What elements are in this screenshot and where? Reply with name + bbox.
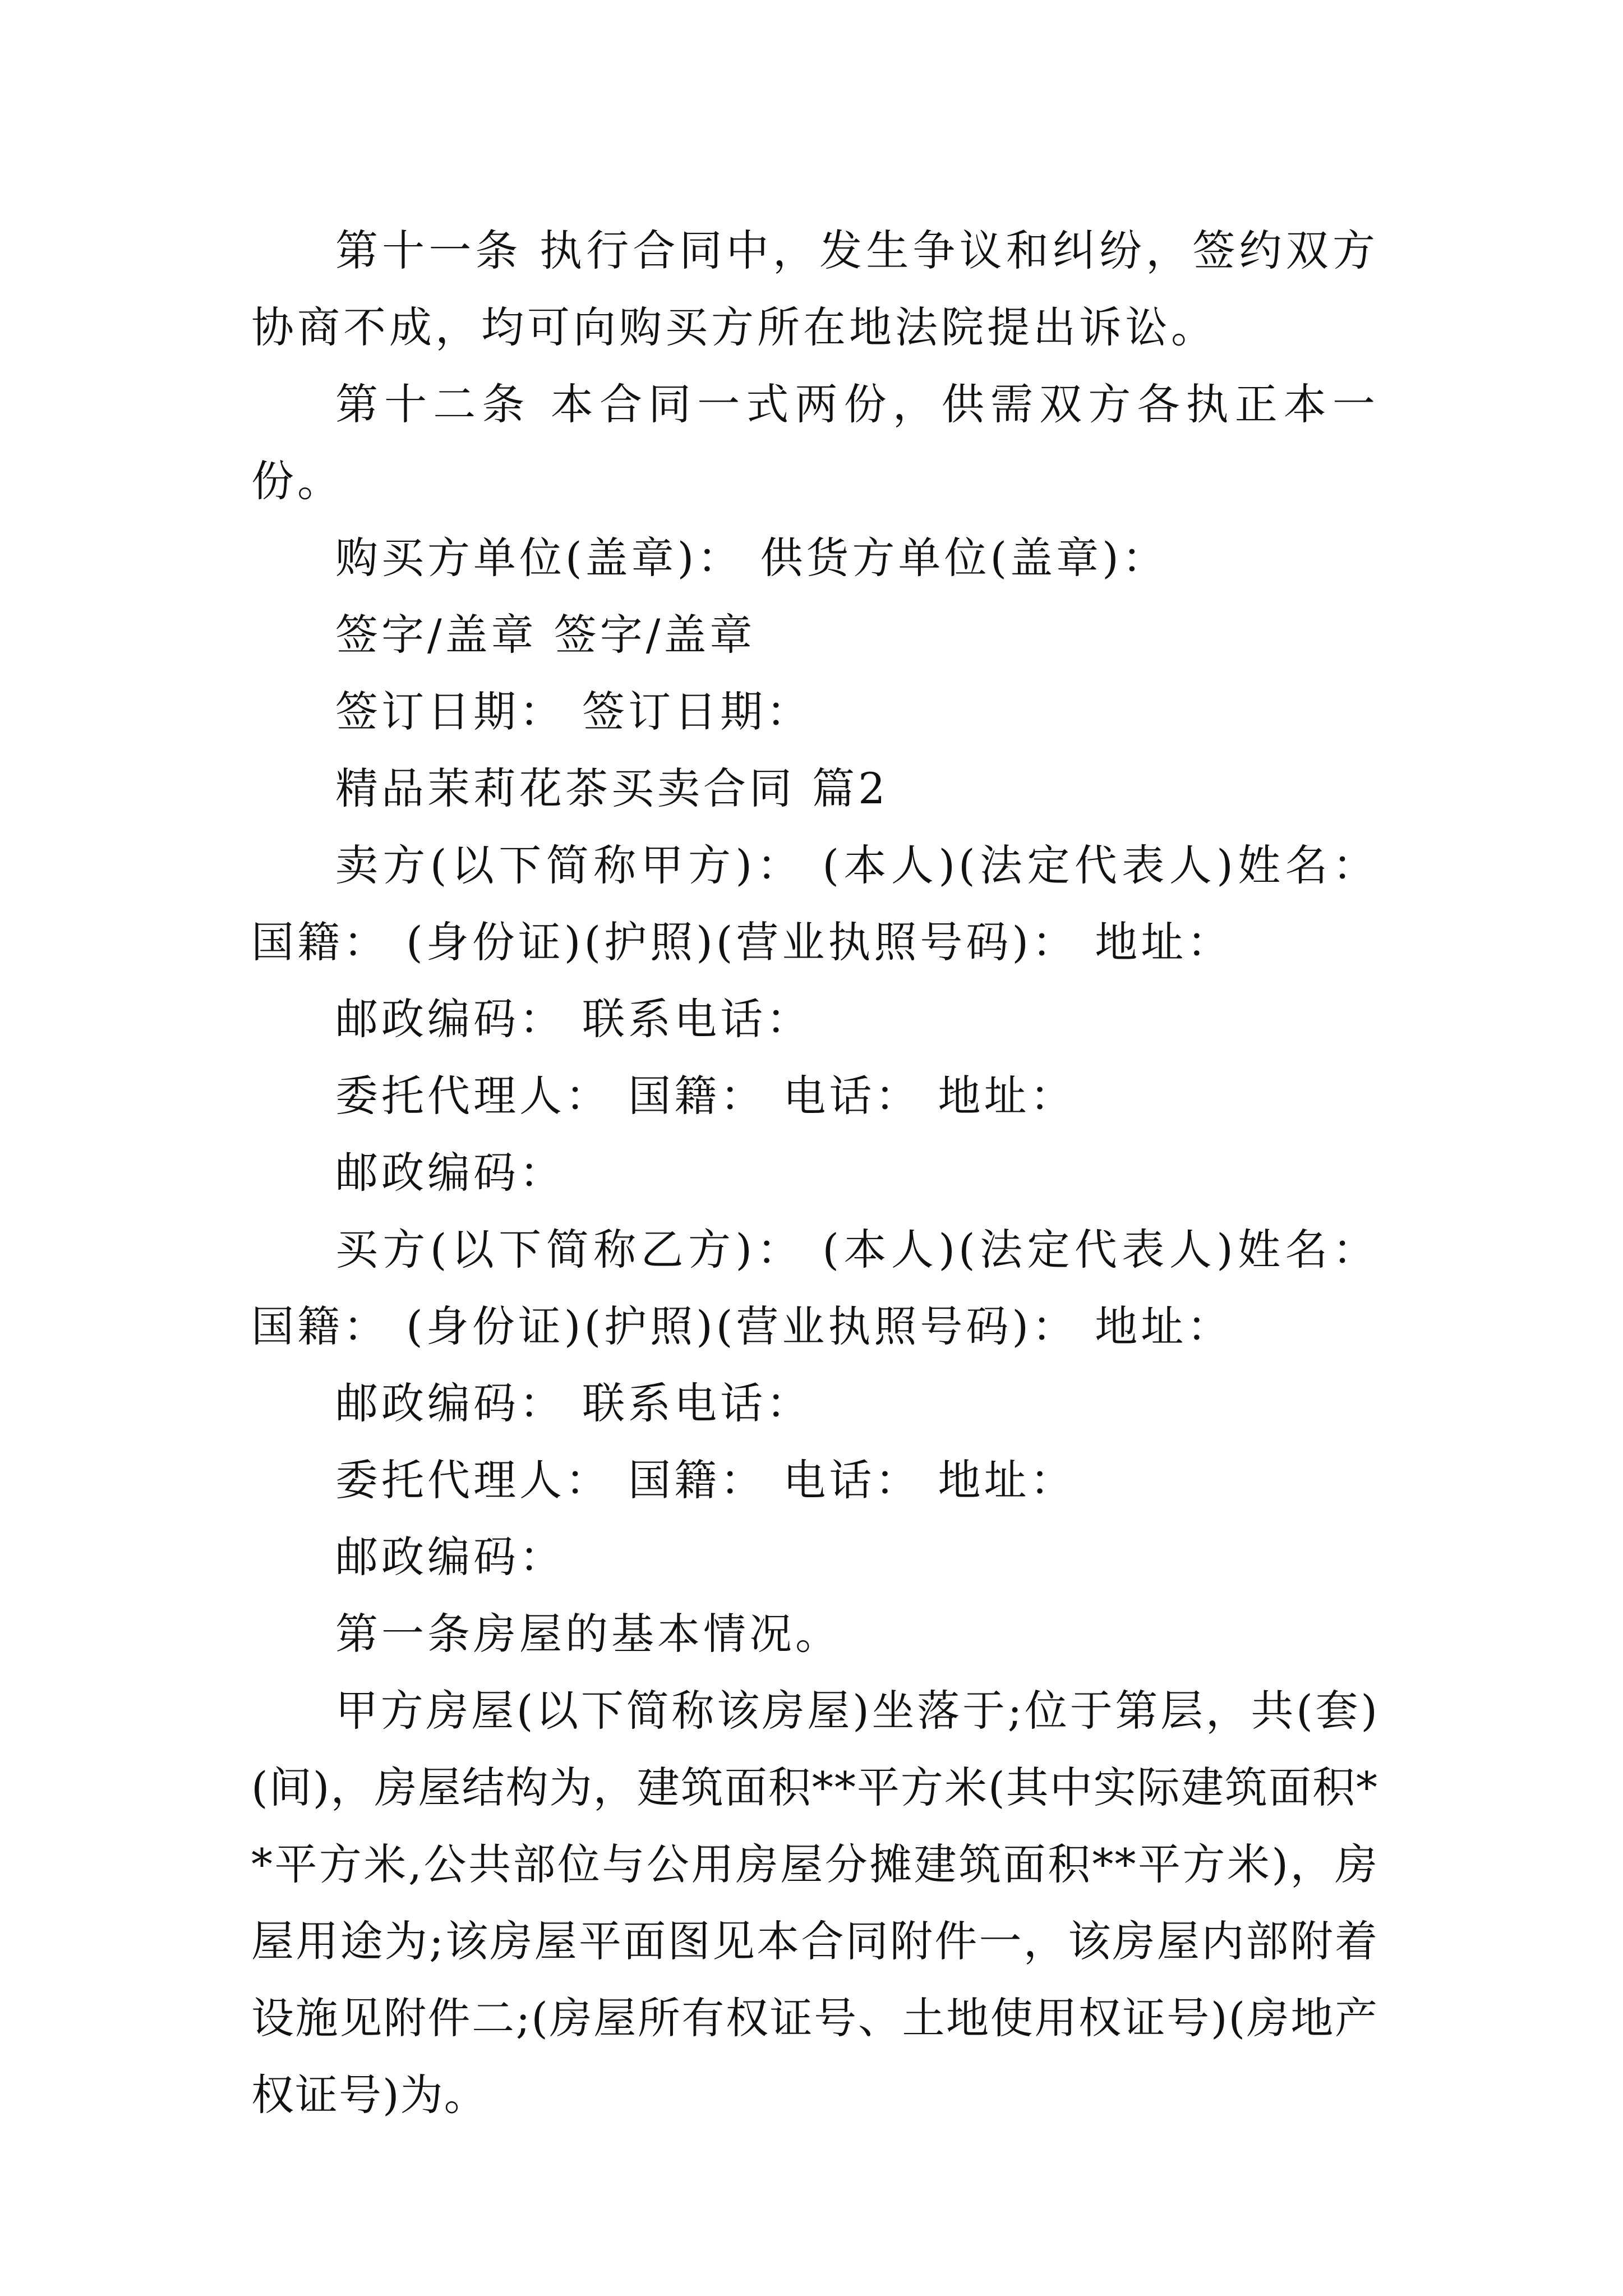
- buyer-agent-line: 委托代理人： 国籍： 电话： 地址：: [335, 1455, 1076, 1505]
- buyer-postal-phone-line: 邮政编码： 联系电话：: [335, 1378, 813, 1428]
- buyer-agent-postal-line: 邮政编码：: [335, 1532, 565, 1582]
- section-heading: 精品茉莉花茶买卖合同 篇2: [335, 763, 889, 813]
- house-details-paragraph: 甲方房屋(以下简称该房屋)坐落于;位于第层，共(套)(间)，房屋结构为，建筑面积**平方米(其中实际建筑面积**平方米,公共部位与公用房屋分摊建筑面积**平方米)，房屋用途为;该房屋平面图见本合同附件一，该房屋内部附着设施见附件二;(房屋所有权证号、土地使用权证号)(房地产权证号)为。: [251, 1686, 1378, 2120]
- article-11-paragraph: 第十一条 执行合同中，发生争议和纠纷，签约双方协商不成，均可向购买方所在地法院提出诉讼。: [251, 226, 1378, 352]
- article-12-paragraph: 第十二条 本合同一式两份，供需双方各执正本一份。: [251, 379, 1378, 506]
- seller-info-paragraph: 卖方(以下简称甲方)： (本人)(法定代表人)姓名： 国籍： (身份证)(护照)(营业执照号码)： 地址：: [251, 840, 1378, 967]
- seal-line: 购买方单位(盖章)： 供货方单位(盖章)：: [335, 533, 1168, 583]
- document-body: [251, 212, 1378, 2133]
- seller-agent-line: 委托代理人： 国籍： 电话： 地址：: [335, 1071, 1076, 1121]
- article-1-heading: 第一条房屋的基本情况。: [335, 1609, 841, 1659]
- buyer-info-paragraph: 买方(以下简称乙方)： (本人)(法定代表人)姓名： 国籍： (身份证)(护照)(营业执照号码)： 地址：: [251, 1225, 1378, 1351]
- seller-postal-phone-line: 邮政编码： 联系电话：: [335, 994, 813, 1044]
- signing-date-line: 签订日期： 签订日期：: [335, 687, 813, 737]
- seller-agent-postal-line: 邮政编码：: [335, 1148, 565, 1198]
- signature-line: 签字/盖章 签字/盖章: [335, 610, 756, 660]
